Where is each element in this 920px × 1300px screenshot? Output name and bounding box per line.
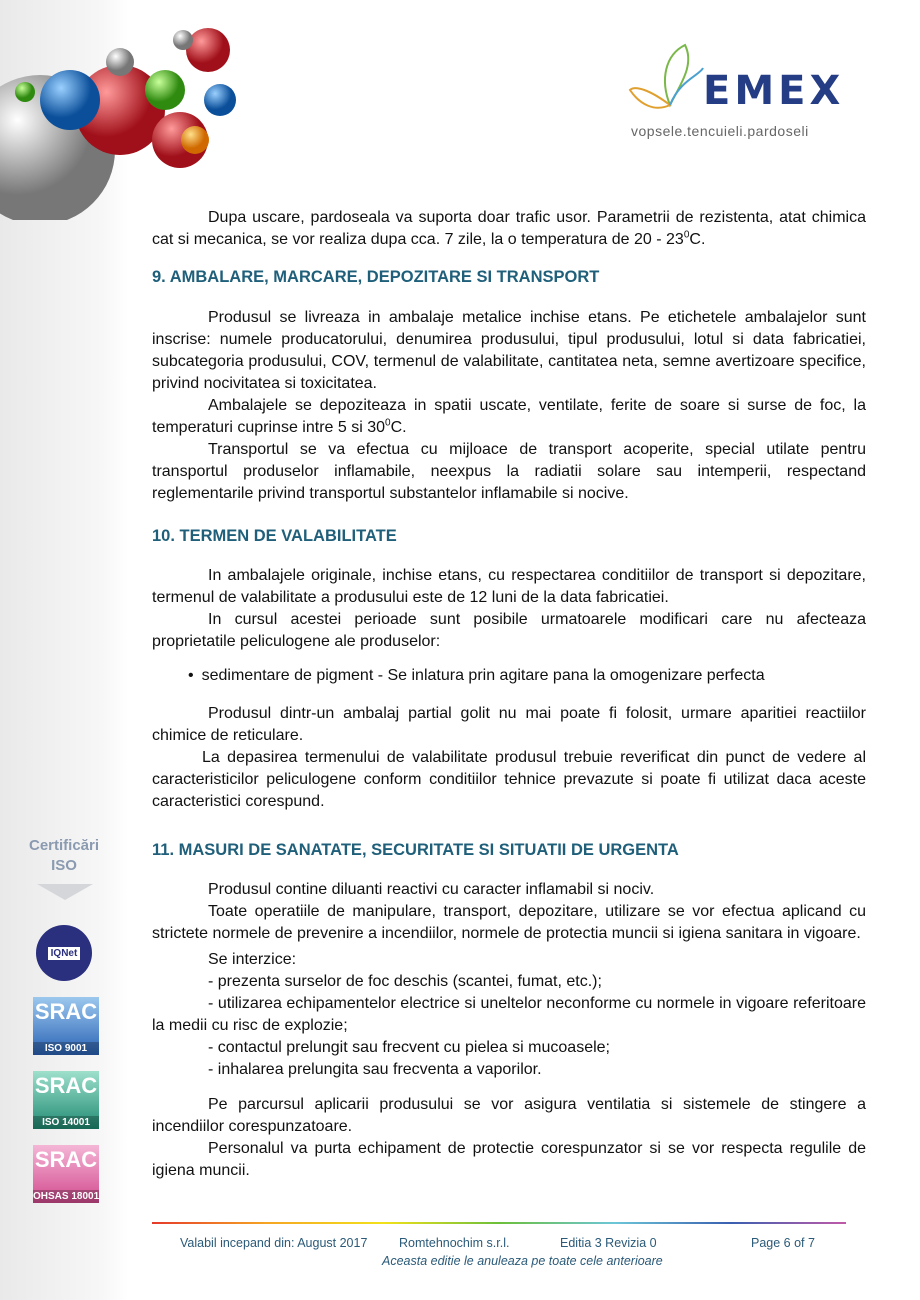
forbid-item: - utilizarea echipamentelor electrice si uneltelor neconforme cu normele in vigoare referitoare la medii cu risc de explozie; <box>152 995 866 1034</box>
section-11-heading: 11. MASURI DE SANATATE, SECURITATE SI SITUATII DE URGENTA <box>152 841 679 859</box>
s10-paragraph-4: La depasirea termenului de valabilitate produsul trebuie reverificat din punct de vedere al caracteristicilor peliculogene conform conditiilor tehnice prevazute si poate fi utilizat daca aceste caracteristici corespund. <box>152 749 866 810</box>
forbid-item: - contactul prelungit sau frecvent cu pielea si mucoasele; <box>208 1039 610 1056</box>
arrow-down-icon <box>37 884 93 900</box>
s9-paragraph-1: Produsul se livreaza in ambalaje metalice inchise etans. Pe etichetele ambalajelor sunt inscrise: numele producatorului, denumirea produsului, tipul produsului, lotul si data fabricatiei, subcategoria produsului, COV, termenul de valabilitate, cantitatea neta, semne avertizoare specifice, privind nocivitatea si toxicitatea. <box>152 309 866 392</box>
s11-paragraph-2: Toate operatiile de manipulare, transport, depozitare, utilizare se vor efectua aplicand cu strictete normele de prevenire a incendiilor, normele de protectia muncii si igiena sanitara in vigoare. <box>152 903 866 942</box>
butterfly-icon <box>625 40 705 115</box>
footer-valid: Valabil incepand din: August 2017 <box>180 1236 368 1250</box>
footer-note: Aceasta editie le anuleaza pe toate cele anterioare <box>382 1254 663 1268</box>
s9-paragraph-3: Transportul se va efectua cu mijloace de transport acoperite, special utilate pentru transportul produselor inflamabile, neexpus la radiatii solare sau intemperii, respectand reglementarile privind transportul substantelor inflamabile si nocive. <box>152 441 866 502</box>
s10-paragraph-1: In ambalajele originale, inchise etans, cu respectarea conditiilor de transport si depozitare, termenul de valabilitate a produsului este de 12 luni de la data fabricatiei. <box>152 567 866 606</box>
footer-divider <box>152 1222 846 1224</box>
section-9-heading: 9. AMBALARE, MARCARE, DEPOZITARE SI TRANSPORT <box>152 268 600 286</box>
bullet-icon: • <box>188 667 194 684</box>
sidebar <box>0 0 128 1300</box>
srac-iso9001-badge: SRAC ISO 9001 <box>34 999 98 1054</box>
s9-paragraph-2: Ambalajele se depoziteaza in spatii uscate, ventilate, ferite de soare si surse de foc, la temperaturi cuprinse intre 5 si $30^0C$. <box>152 397 866 436</box>
s11-paragraph-4: Personalul va purta echipament de protectie corespunzator si se vor respecta regulile de igiena muncii. <box>152 1140 866 1179</box>
cert-title: Certificări ISO <box>28 837 100 874</box>
iqnet-badge: IQNet <box>36 925 92 981</box>
forbid-item: - inhalarea prelungita sau frecventa a vaporilor. <box>208 1061 542 1078</box>
intro-paragraph: Dupa uscare, pardoseala va suporta doar trafic usor. Parametrii de rezistenta, atat chimica cat si mecanica, se vor realiza dupa cca. 7 zile, la o temperatura de $20 - 23^0C$. <box>152 209 866 248</box>
s11-paragraph-1: Produsul contine diluanti reactivi cu caracter inflamabil si nociv. <box>208 881 655 898</box>
s10-bullet: • sedimentare de pigment - Se inlatura prin agitare pana la omogenizare perfecta <box>188 667 765 684</box>
document-body <box>152 207 866 1182</box>
section-10-heading: 10. TERMEN DE VALABILITATE <box>152 527 397 545</box>
emex-logo: EMEX vopsele.tencuieli.pardoseli <box>625 40 865 140</box>
forbid-title: Se interzice: <box>208 951 297 968</box>
s10-paragraph-3: Produsul dintr-un ambalaj partial golit nu mai poate fi folosit, urmare aparitiei reactiilor chimice de reticulare. <box>152 705 866 744</box>
srac-iso14001-badge: SRAC ISO 14001 <box>34 1073 98 1128</box>
srac-ohsas-badge: SRAC OHSAS 18001 <box>33 1147 100 1202</box>
footer-edition: Editia 3 Revizia 0 <box>560 1236 657 1250</box>
footer-company: Romtehnochim s.r.l. <box>399 1236 510 1250</box>
s11-paragraph-3: Pe parcursul aplicarii produsului se vor asigura ventilatia si sistemele de stingere a incendiilor corespunzatoare. <box>152 1096 866 1135</box>
forbid-item: - prezenta surselor de foc deschis (scantei, fumat, etc.); <box>208 973 602 990</box>
s10-paragraph-2: In cursul acestei perioade sunt posibile urmatoarele modificari care nu afecteaza proprietatile peliculogene ale produselor: <box>152 611 866 650</box>
footer-page: Page 6 of 7 <box>751 1236 815 1250</box>
spheres-decoration <box>0 0 260 220</box>
